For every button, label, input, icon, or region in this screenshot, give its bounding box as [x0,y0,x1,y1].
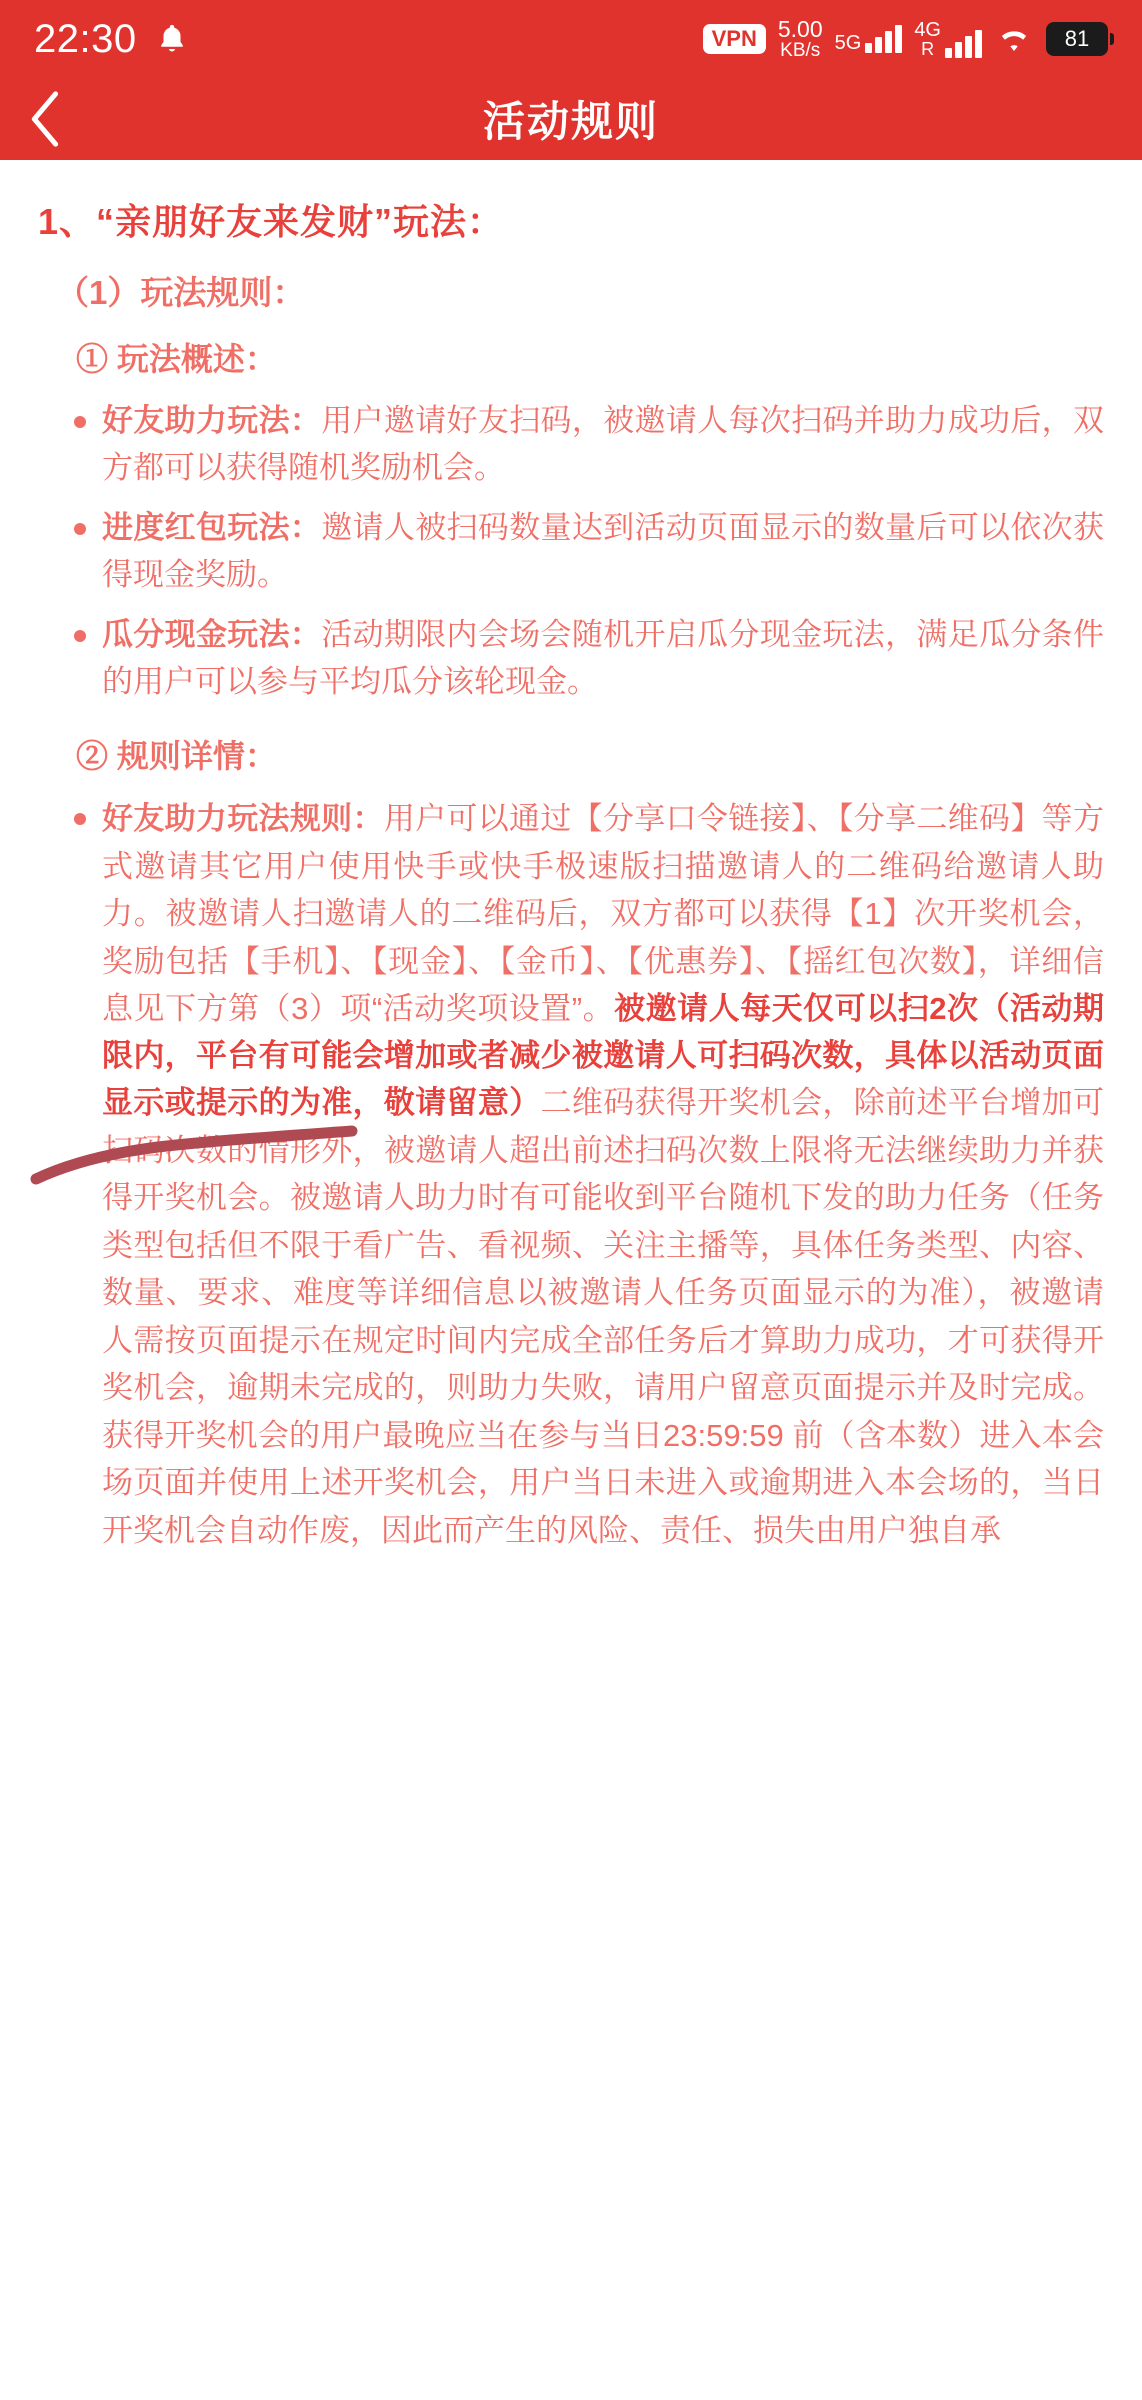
network-speed [778,17,823,61]
bell-icon [155,21,189,57]
overview-title: ① 玩法概述： [76,341,277,377]
status-bar-right [703,17,1108,61]
list-item-label: 瓜分现金玩法： [102,617,322,652]
page-title: 活动规则 [482,98,659,145]
back-button[interactable] [26,78,106,160]
signal-bars-primary-icon [865,25,902,53]
status-bar [0,0,1142,78]
list-item [68,612,1104,705]
detail-text-part2: 二维码获得开奖机会，除前述平台增加可扫码次数的情形外，被邀请人超出前述扫码次数上限将无法继续助力并获得开奖机会。被邀请人助力时有可能收到平台随机下发的助力任务（任务类型包括但不限于看广告、看视频、关注主播等，具体任务类型、内容、数量、要求、难度等详细信息以被邀请人任务页面显示的为准），被邀请人需按页面提示在规定时间内完成全部任务后才算助力成功，才可获得开奖机会，逾期未完成的，则助力失败，请用户留意页面提示并及时完成。获得开奖机会的用户最晚应当在参与当日23:59:59 前（含本数）进入本会场页面并使用上述开奖机会，用户当日未进入或逾期进入本会场的，当日开奖机会自动作废，因此而产生的风险、责任、损失由用户独自承 [102,1085,1104,1548]
list-item-label: 进度红包玩法： [102,510,322,545]
detail-title: ② 规则详情： [76,738,277,774]
detail-list [38,795,1104,1554]
list-item-text: 活动期限内会场会随机开启瓜分现金玩法，满足瓜分条件的用户可以参与平均瓜分该轮现金。 [102,617,1105,699]
network-speed-unit: KB/s [780,40,821,62]
list-item [68,398,1104,491]
network-secondary-label: 4G R [914,18,941,59]
list-item-label: 好友助力玩法： [102,403,322,438]
battery-indicator: 81 [1046,22,1108,56]
list-item [68,795,1104,1554]
chevron-left-icon [26,90,62,148]
overview-list [38,398,1104,705]
list-item [68,505,1104,598]
wifi-icon [994,23,1034,55]
list-item-text: 用户邀请好友扫码，被邀请人每次扫码并助力成功后，双方都可以获得随机奖励机会。 [102,403,1105,485]
network-primary-label: 5G [834,31,862,54]
section-title: 1、“亲朋好友来发财”玩法： [38,201,505,242]
signal-group-secondary [914,20,982,58]
vpn-badge: VPN [703,24,766,54]
network-speed-value: 5.00 [777,15,823,42]
detail-highlight: 被邀请人每天仅可以扫2次（活动期限内，平台有可能会增加或者减少被邀请人可扫码次数，具体以活动页面显示或提示的为准，敬请留意） [102,991,1104,1120]
subsection-title: （1）玩法规则： [56,274,306,311]
detail-text-part1: 用户可以通过【分享口令链接】、【分享二维码】等方式邀请其它用户使用快手或快手极速版扫描邀请人的二维码给邀请人助力。被邀请人扫邀请人的二维码后，双方都可以获得【1】次开奖机会，奖励包括【手机】、【现金】、【金币】、【优惠券】、【摇红包次数】，详细信息见下方第（3）项“活动奖项设置”。 [102,801,1104,1026]
status-time: 22:30 [34,16,137,61]
rules-content [0,160,1142,1554]
status-bar-left [34,17,189,62]
list-item-text: 邀请人被扫码数量达到活动页面显示的数量后可以依次获得现金奖励。 [102,510,1105,592]
title-bar [0,78,1142,160]
signal-bars-secondary-icon [945,30,982,58]
list-item-label: 好友助力玩法规则： [102,801,384,836]
signal-group-primary [835,25,903,53]
